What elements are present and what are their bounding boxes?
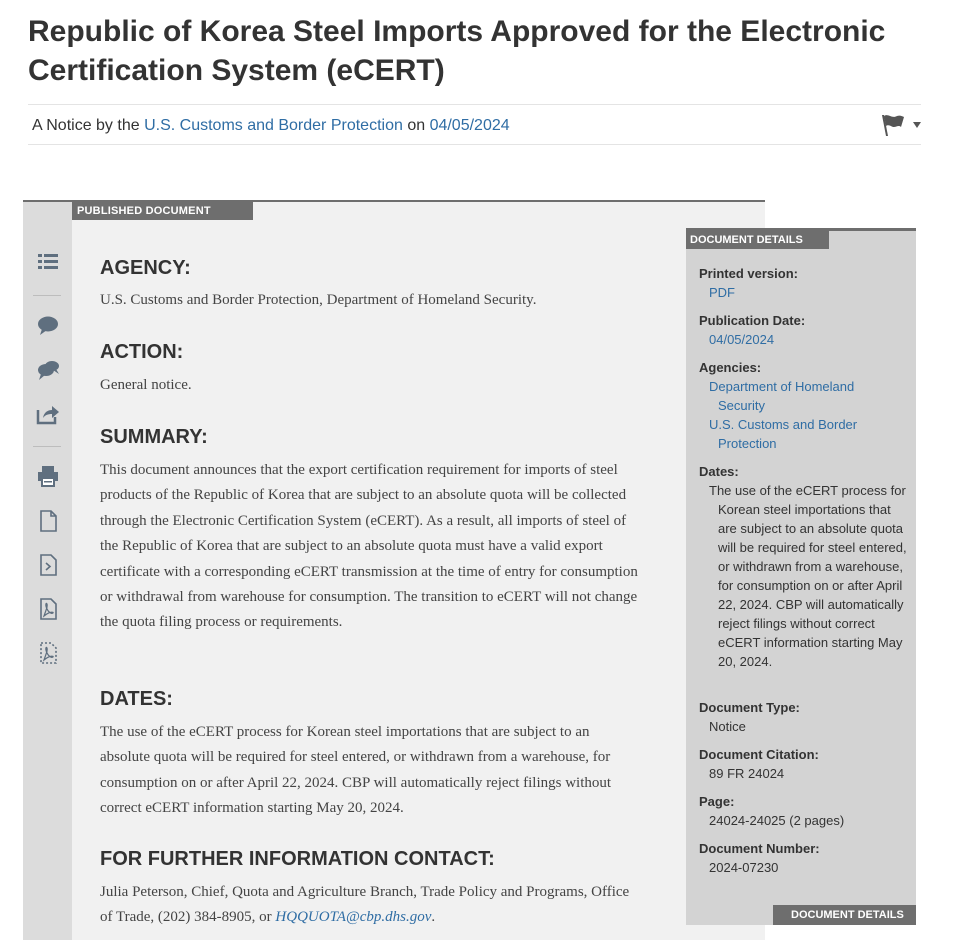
dates-value: The use of the eCERT process for Korean steel importations that are subject to an absolute quota will be required for steel entered, or withdrawn from a warehouse, for consumption on or after April 22, 2024. CBP will automatically reject filings without correct eCERT information starting May 20, 2024. [709, 483, 907, 669]
dashed-pdf-icon[interactable] [36, 641, 60, 665]
publication-date-link[interactable]: 04/05/2024 [429, 117, 510, 134]
agency-text: U.S. Customs and Border Protection, Department of Homeland Security. [100, 292, 537, 308]
published-document-panel [23, 200, 765, 940]
page-group [699, 792, 909, 830]
flag-icon [879, 113, 907, 137]
pdf-link[interactable]: PDF [709, 285, 735, 300]
comments-icon[interactable] [36, 358, 60, 382]
document-number-group [699, 839, 909, 877]
pdf-icon[interactable] [36, 597, 60, 621]
agency-link[interactable]: U.S. Customs and Border Protection [144, 117, 403, 134]
document-citation-value: 89 FR 24024 [709, 766, 785, 781]
publication-date-value-link[interactable]: 04/05/2024 [709, 332, 775, 347]
toolbar-divider [33, 295, 61, 296]
comment-icon[interactable] [36, 314, 60, 338]
published-document-label: PUBLISHED DOCUMENT [72, 202, 253, 220]
summary-heading: SUMMARY: [100, 426, 208, 448]
document-toolbar [23, 202, 72, 940]
printed-version-label: Printed version: [699, 266, 798, 281]
document-citation-label: Document Citation: [699, 747, 819, 762]
agencies-group [699, 358, 909, 453]
dates-heading: DATES: [100, 688, 173, 710]
contact-text [100, 880, 640, 931]
agencies-label: Agencies: [699, 360, 762, 375]
contact-email-link[interactable]: HQQUOTA@cbp.dhs.gov [275, 909, 432, 926]
notice-prefix: A Notice by the [32, 117, 140, 134]
notice-on: on [407, 117, 426, 134]
publication-date-label: Publication Date: [699, 313, 806, 328]
document-type-label: Document Type: [699, 700, 800, 715]
document-details-panel [686, 228, 916, 925]
agency-heading: AGENCY: [100, 257, 191, 279]
chevron-down-icon [913, 122, 921, 128]
contact-heading: FOR FURTHER INFORMATION CONTACT: [100, 848, 495, 870]
document-citation-group [699, 745, 909, 783]
document-details-bottom-label[interactable]: DOCUMENT DETAILS [773, 905, 916, 925]
print-icon[interactable] [36, 464, 60, 488]
document-details-label: DOCUMENT DETAILS [686, 231, 829, 249]
action-heading: ACTION: [100, 341, 184, 363]
dates-label: Dates: [699, 464, 739, 479]
action-text: General notice. [100, 377, 192, 393]
document-number-label: Document Number: [699, 841, 820, 856]
page-value: 24024-24025 (2 pages) [709, 813, 845, 828]
dates-text: The use of the eCERT process for Korean steel importations that are subject to an absolute quota will be required for steel entered, or withdrawn from a warehouse, for consumption on or after April 22, 2024. CBP will automatically reject filings without correct eCERT information starting May 20, 2024. [100, 724, 612, 817]
page-title: Republic of Korea Steel Imports Approved for the Electronic Certification System (eCERT) [28, 15, 886, 87]
printed-version-group [699, 264, 909, 302]
flag-menu-button[interactable] [879, 113, 921, 137]
document-number-value: 2024-07230 [709, 860, 779, 875]
contact-text-end: . [431, 909, 436, 926]
page-label: Page: [699, 794, 735, 809]
document-icon[interactable] [36, 509, 60, 533]
publication-date-group [699, 311, 909, 349]
document-type-group [699, 698, 909, 736]
notice-bar [28, 104, 921, 145]
agency-dhs-link[interactable]: Department of Homeland Security [709, 379, 855, 413]
document-type-value: Notice [709, 719, 746, 734]
summary-text: This document announces that the export certification requirement for imports of steel products of the Republic of Korea that are subject to an absolute quota will be collected through the Electronic Certification System (eCERT). As a result, all imports of steel of the Republic of Korea that are subject to an absolute quota must have a valid export certificate with a corresponding eCERT transmission at the time of entry for consumption or withdrawal from warehouse for consumption. The transition to eCERT will not change the quota filing process or requirements. [100, 462, 638, 631]
agency-cbp-link[interactable]: U.S. Customs and Border Protection [709, 417, 858, 451]
toolbar-divider [33, 446, 61, 447]
list-icon[interactable] [36, 250, 60, 274]
share-icon[interactable] [36, 402, 60, 426]
code-document-icon[interactable] [36, 553, 60, 577]
dates-group [699, 462, 909, 671]
contact-text-body: Julia Peterson, Chief, Quota and Agriculture Branch, Trade Policy and Programs, Office of Trade, (202) 384-8905, or [100, 884, 630, 926]
